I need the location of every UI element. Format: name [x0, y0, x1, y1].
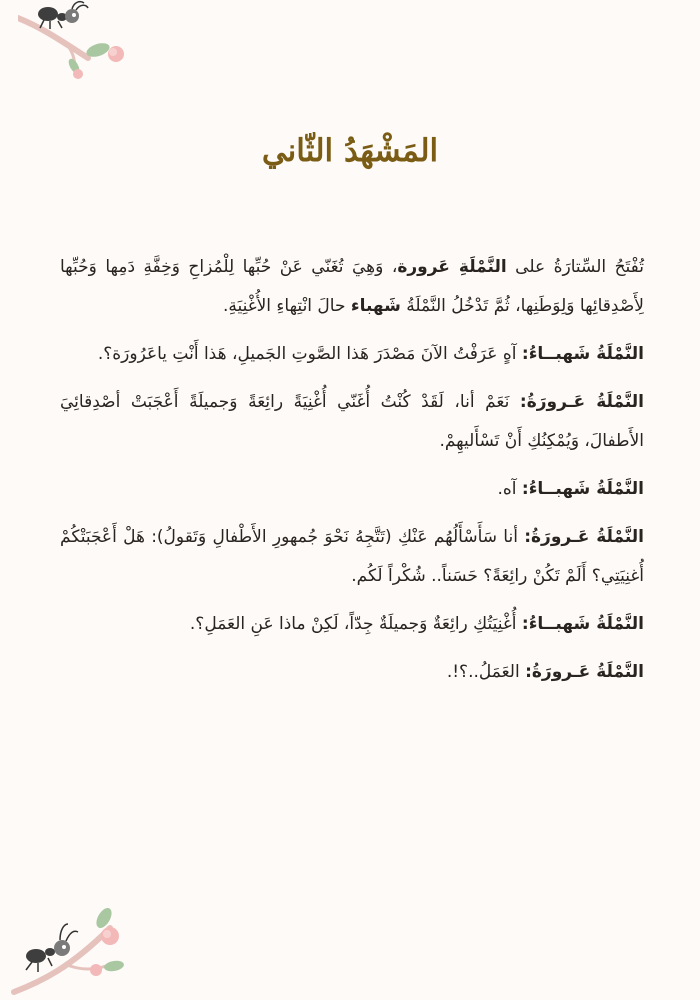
ant-on-branch-icon — [18, 0, 128, 80]
ant-on-branch-icon — [10, 908, 130, 998]
speaker-name: النَّمْلَةُ عَـرورَةُ: — [519, 392, 644, 412]
intro-ant-name-1: النَّمْلَةِ عَرورة — [397, 257, 507, 277]
dialogue-line — [60, 470, 644, 509]
page-title: المَشْهَدُ الثّاني — [261, 133, 439, 169]
dialogue-line — [60, 518, 644, 596]
intro-ant-name-2: شَهباء — [350, 296, 401, 316]
dialogue-text: العَمَلُ..؟!. — [446, 662, 526, 682]
dialogue-text: نَعَمْ أنا، لَقَدْ كُنْتُ أُغَنّي أُغْنِيَةً رائِعَةً وَجميلَةً أَعْجَبَتْ أصْدِقائِيَ الأَطفالَ، وَيُمْكِنُكِ أَنْ تَسْأَليهِمْ. — [60, 392, 644, 451]
speaker-name: النَّمْلَةُ عَـرورَةُ: — [524, 527, 644, 547]
speaker-name: النَّمْلَةُ شَهبــاءُ: — [521, 344, 644, 364]
stage-direction — [60, 248, 644, 326]
dialogue-text: آهٍ عَرَفْتُ الآنَ مَصْدَرَ هَذا الصَّوتِ الجَميلِ، هَذا أَنْتِ ياعَرُورَة؟. — [97, 344, 522, 364]
speaker-name: النَّمْلَةُ شَهبــاءُ: — [521, 479, 644, 499]
dialogue-text: أنا سَأَسْأَلُهُم عَنْكِ (تَتَّجِهُ نَحْوَ جُمهورِ الأَطْفالِ وَتَقولُ): هَلْ أَعْجَبَتْكُمْ أُغنِيَتِي؟ أَلَمْ تَكُنْ رائِعَةً؟ حَسَناً.. شُكْراً لَكُم. — [60, 527, 644, 586]
dialogue-line — [60, 605, 644, 644]
dialogue-line — [60, 335, 644, 374]
intro-part-3: حالَ انْتِهاءِ الأُغْنِيَةِ. — [222, 296, 351, 316]
speaker-name: النَّمْلَةُ عَـرورَةُ: — [525, 662, 644, 682]
speaker-name: النَّمْلَةُ شَهبــاءُ: — [521, 614, 644, 634]
dialogue-text: أُغْنِيَتُكِ رائِعَةٌ وَجميلَةٌ جِدّاً، لَكِنْ ماذا عَنِ العَمَلِ؟. — [189, 614, 522, 634]
intro-part-1: تُفْتَحُ السِّتارَةُ على — [506, 257, 645, 277]
scene-text — [60, 248, 644, 701]
intro-part-2: ، وَهِيَ تُغَنّي عَنْ حُبِّها لِلْمُزاحِ وَخِفَّةِ دَمِها وَحُبِّها لِأَصْدِقائِها وَلِوَطَنِها، ثُمَّ تَدْخُلُ النَّمْلَةُ — [60, 257, 644, 316]
dialogue-line — [60, 383, 644, 461]
dialogue-text: آه. — [497, 479, 522, 499]
dialogue-line — [60, 653, 644, 692]
